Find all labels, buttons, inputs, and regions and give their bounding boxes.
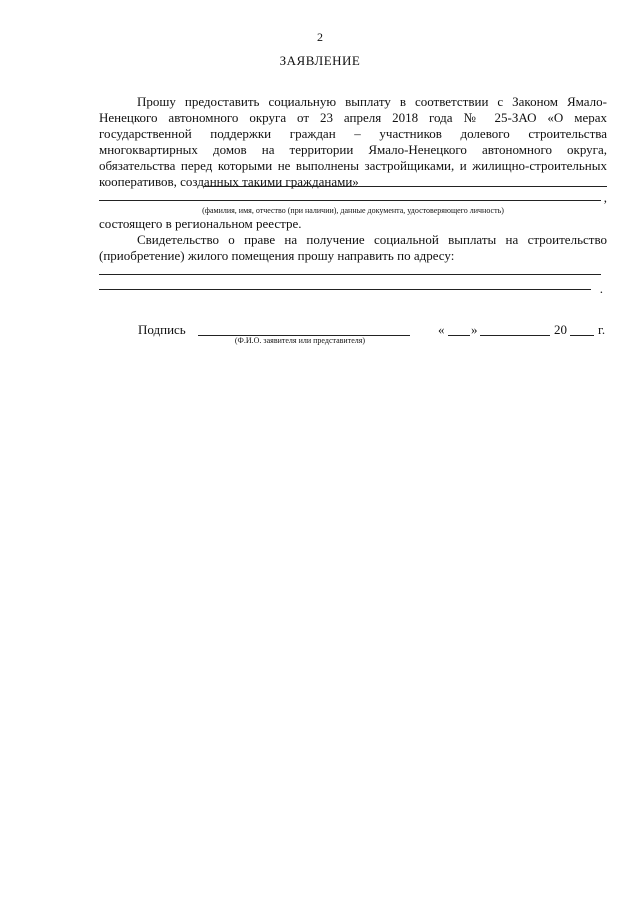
fio-caption: (фамилия, имя, отчество (при наличии), данные документа, удостоверяющего личность) [202, 206, 504, 215]
date-day-line[interactable] [448, 335, 470, 336]
address-fill-line-1[interactable] [99, 274, 601, 275]
address-period: . [599, 281, 603, 296]
address-fill-row-1 [99, 264, 607, 281]
fio-fill-line-1[interactable] [203, 186, 607, 187]
registry-text: состоящего в региональном реестре. [99, 216, 302, 231]
fio-fill-row-2 [99, 190, 607, 206]
address-fill-row-2 [99, 281, 607, 298]
fio-fill-line-2[interactable] [99, 200, 601, 201]
date-month-line[interactable] [480, 335, 550, 336]
date-quote-open: « [438, 322, 445, 337]
paragraph-request [99, 94, 607, 190]
date-year-line[interactable] [570, 335, 594, 336]
document-title: ЗАЯВЛЕНИЕ [279, 53, 361, 68]
date-quote-close: » [471, 322, 478, 337]
date-year-suffix: г. [598, 322, 606, 337]
paragraph-address: Свидетельство о праве на получение социальной выплаты на строительство (приобретение) жилого помещения прошу направить по адресу: [99, 232, 607, 263]
paragraph-request-wrapper [99, 94, 607, 190]
address-fill-line-2[interactable] [99, 289, 591, 290]
date-year-prefix: 20 [554, 322, 567, 337]
signature-caption: (Ф.И.О. заявителя или представителя) [234, 336, 366, 345]
paragraph-request-text: Прошу предоставить социальную выплату в соответствии с Законом Ямало-Ненецкого автономного округа от 23 апреля 2018 года № 25-ЗАО «О мерах государственной поддержки граждан – участников долевого строительства многоквартирных домов на территории Ямало-Ненецкого автономного округа, обязательства перед которыми не выполнены застройщиками, и жилищно-строительных кооперативов, созданных такими гражданами» [99, 94, 607, 189]
signature-label: Подпись [138, 322, 186, 337]
application-body [99, 94, 607, 298]
fio-comma: , [603, 190, 607, 205]
page-number: 2 [317, 30, 323, 44]
